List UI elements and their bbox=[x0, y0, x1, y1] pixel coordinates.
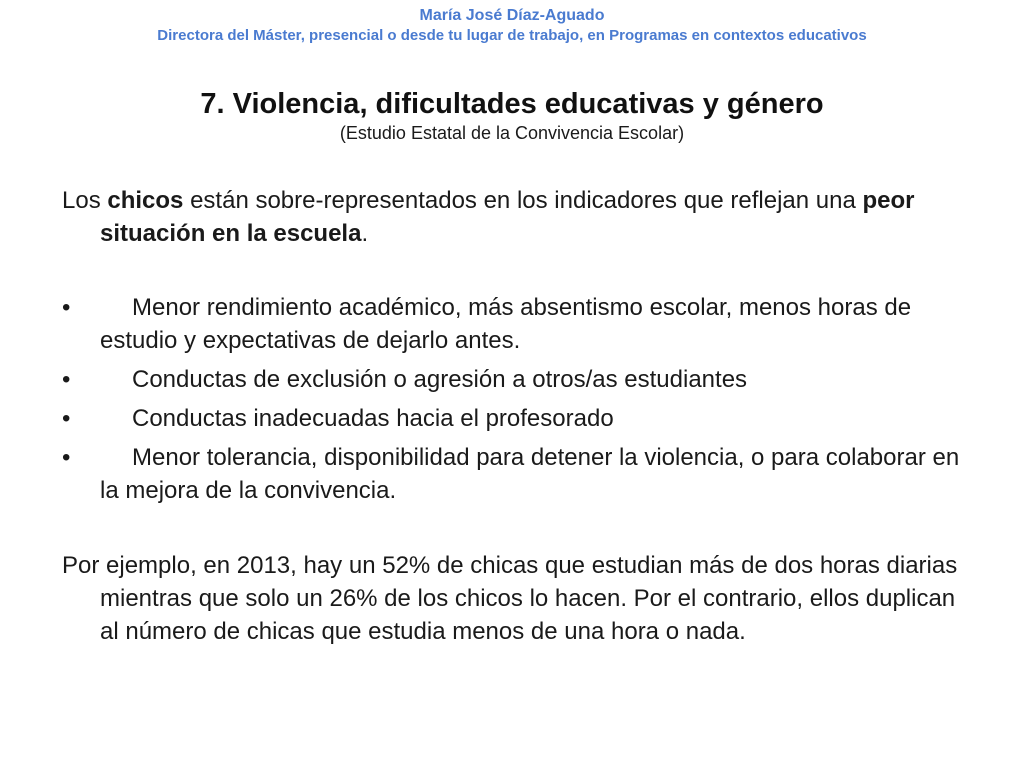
bullet-marker: • bbox=[62, 444, 71, 471]
bullet-text: Menor rendimiento académico, más absentismo escolar, menos horas de estudio y expectativas de dejarlo antes. bbox=[100, 294, 912, 354]
bullet-text: Conductas de exclusión o agresión a otros/as estudiantes bbox=[132, 366, 748, 393]
bullet-item bbox=[62, 441, 974, 507]
author-name: María José Díaz-Aguado bbox=[419, 7, 605, 24]
slide-header bbox=[0, 6, 1024, 46]
intro-bold-2: peor situación en la escuela bbox=[100, 187, 915, 247]
bullet-marker: • bbox=[62, 405, 71, 432]
intro-text-3: . bbox=[361, 220, 369, 247]
title-block bbox=[0, 86, 1024, 144]
bullet-marker: • bbox=[62, 366, 71, 393]
bullet-text: Menor tolerancia, disponibilidad para detener la violencia, o para colaborar en la mejora de la convivencia. bbox=[100, 444, 960, 504]
intro-text-2: están sobre-representados en los indicadores que reflejan una bbox=[183, 187, 863, 214]
bullet-item bbox=[62, 291, 974, 357]
spacer bbox=[62, 250, 974, 291]
example-paragraph: Por ejemplo, en 2013, hay un 52% de chicas que estudian más de dos horas diarias mientras que solo un 26% de los chicos lo hacen. Por el contrario, ellos duplican al número de chicas que estudia menos de una hora o nada. bbox=[62, 552, 958, 645]
bullet-item bbox=[62, 363, 974, 396]
bullet-item bbox=[62, 402, 974, 435]
bullet-text: Conductas inadecuadas hacia el profesorado bbox=[132, 405, 614, 432]
slide-title: 7. Violencia, dificultades educativas y género bbox=[200, 88, 824, 120]
spacer bbox=[62, 513, 974, 549]
intro-text-1: Los bbox=[62, 187, 108, 214]
intro-bold-1: chicos bbox=[107, 187, 184, 214]
slide-body bbox=[62, 184, 974, 648]
intro-paragraph bbox=[62, 184, 974, 250]
author-role: Directora del Máster, presencial o desde tu lugar de trabajo, en Programas en contextos educativos bbox=[157, 27, 867, 44]
slide-source: (Estudio Estatal de la Convivencia Escolar) bbox=[339, 123, 685, 143]
bullet-marker: • bbox=[62, 294, 71, 321]
